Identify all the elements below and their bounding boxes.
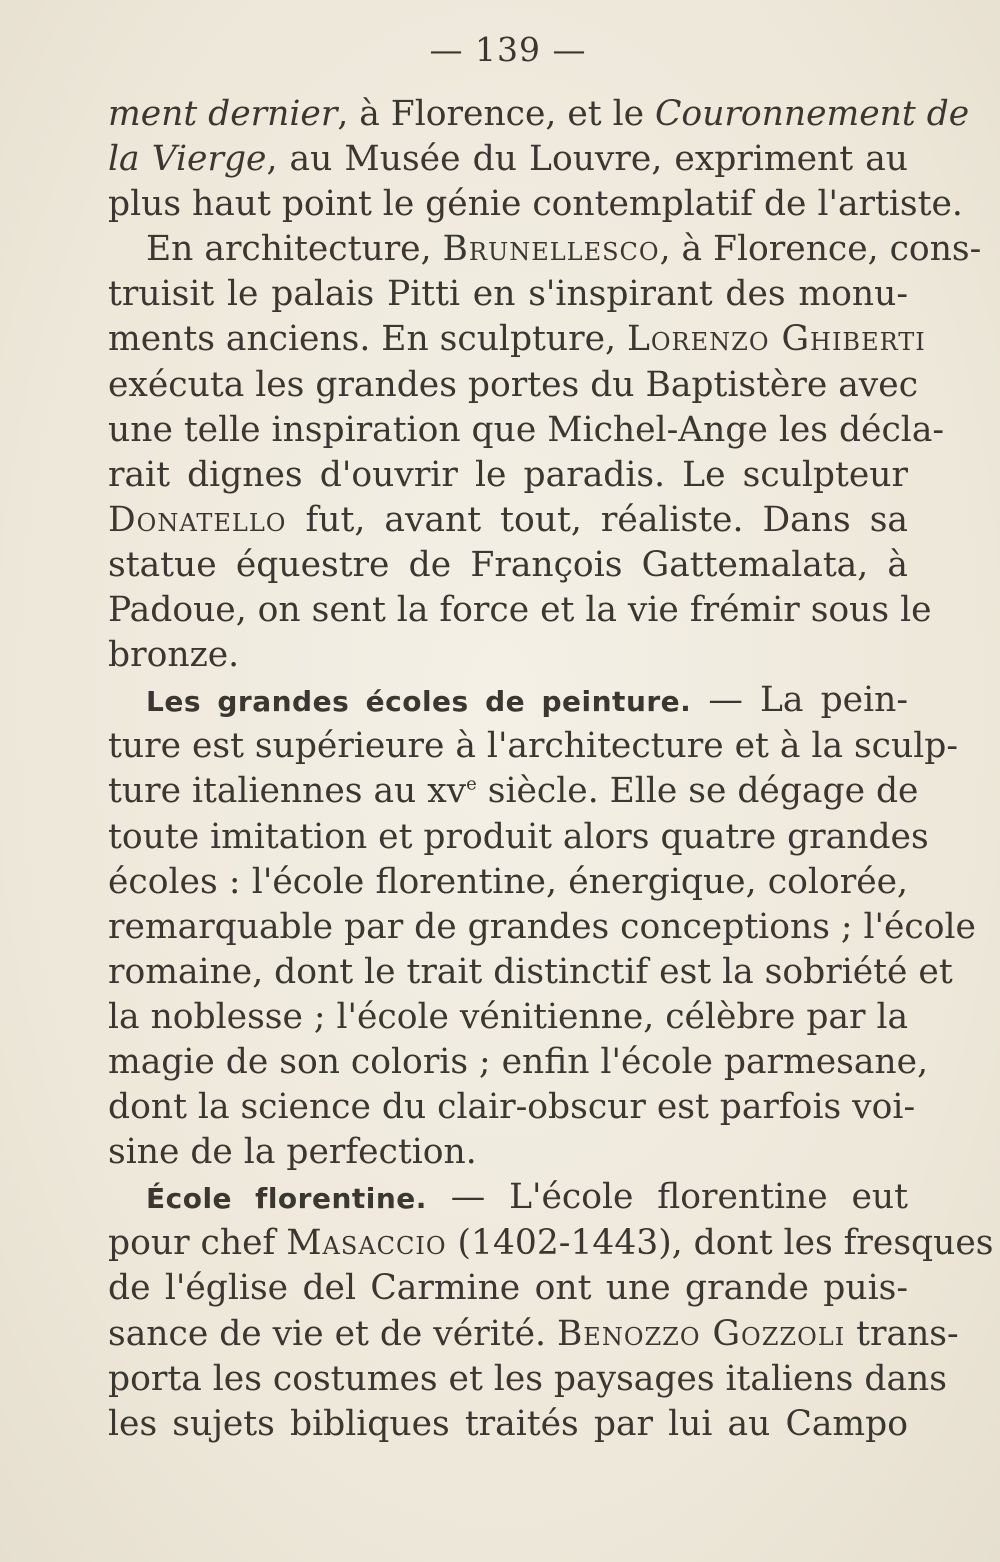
text-line (108, 860, 908, 905)
section-heading: École florentine. (146, 1182, 427, 1216)
person-name: Donatello (108, 499, 287, 540)
text-run: Padoue, on sent la force et la vie frémir sous le (108, 590, 932, 631)
text-line (108, 317, 926, 362)
text-line (108, 498, 908, 543)
person-name: Benozzo Gozzoli (556, 1313, 846, 1354)
text-run: de l'église del Carmine ont une grande puis- (108, 1268, 908, 1309)
text-line (108, 633, 908, 678)
text-line (108, 769, 919, 814)
text-line (108, 1402, 908, 1447)
text-run: exécuta les grandes portes du Baptistère avec (108, 364, 919, 405)
italic-title: ment dernier (108, 94, 338, 134)
text-run: ture italiennes au xv (108, 771, 467, 812)
paragraph-2 (108, 227, 982, 678)
text-line (108, 1312, 959, 1357)
text-run: (1402-1443), dont les fresques (446, 1223, 994, 1264)
paragraph-4 (108, 1175, 994, 1447)
text-run: plus haut point le génie contemplatif de l'artiste. (108, 184, 963, 225)
text-line (108, 905, 976, 950)
text-run: sance de vie et de vérité. (108, 1313, 557, 1354)
text-line (108, 182, 963, 227)
text-line (108, 950, 953, 995)
text-run: , à Florence, et le (337, 94, 656, 134)
text-run: les sujets bibliques traités par lui au Campo (108, 1403, 908, 1444)
text-run: ments anciens. En sculpture, (108, 319, 627, 360)
page-number: — 139 — (429, 30, 587, 69)
text-run: rait dignes d'ouvrir le paradis. Le sculpteur (108, 454, 908, 495)
text-line (108, 1175, 908, 1221)
text-line (108, 453, 908, 498)
text-run: toute imitation et produit alors quatre grandes (108, 816, 929, 857)
italic-title: la Vierge (108, 139, 267, 180)
text-run: romaine, dont le trait distinctif est la sobriété et (108, 951, 953, 992)
text-line (108, 137, 908, 182)
text-run: truisit le palais Pitti en s'inspirant des monu- (108, 274, 908, 315)
text-run: En architecture, (146, 229, 443, 270)
text-run: écoles : l'école florentine, énergique, colorée, (108, 861, 908, 902)
text-line (108, 588, 932, 633)
person-name: Masaccio (286, 1223, 447, 1264)
text-line (108, 1130, 908, 1175)
paragraph-3 (108, 678, 976, 1175)
text-run: une telle inspiration que Michel-Ange les décla- (108, 409, 945, 450)
text-run: — L'école florentine eut (426, 1177, 908, 1218)
superscript: e (466, 773, 477, 795)
text-run: bronze. (108, 635, 240, 676)
text-run: siècle. Elle se dégage de (476, 771, 919, 812)
text-line (108, 363, 919, 408)
text-run: dont la science du clair-obscur est parfois voi- (108, 1087, 916, 1128)
text-run: ture est supérieure à l'architecture et à la sculp- (108, 726, 959, 767)
text-line (108, 1040, 929, 1085)
text-run: — La pein- (691, 680, 908, 721)
text-line (108, 1266, 908, 1311)
text-run: magie de son coloris ; enfin l'école parmesane, (108, 1041, 929, 1082)
person-name: Brunellesco (442, 229, 660, 270)
text-run: , à Florence, cons- (659, 229, 982, 270)
text-line (108, 1357, 947, 1402)
text-line (108, 543, 908, 588)
text-line (108, 724, 959, 769)
text-line (108, 92, 970, 137)
text-run: porta les costumes et les paysages italiens dans (108, 1358, 947, 1399)
text-line (108, 272, 908, 317)
paragraph-1 (108, 92, 970, 227)
text-run: statue équestre de François Gattemalata, à (108, 544, 908, 585)
text-line (108, 815, 929, 860)
person-name: Lorenzo Ghiberti (626, 319, 926, 360)
text-line (108, 1085, 916, 1130)
text-run: remarquable par de grandes conceptions ; l'école (108, 906, 976, 947)
text-run: la noblesse ; l'école vénitienne, célèbre par la (108, 996, 909, 1037)
text-line (108, 678, 908, 724)
text-line (108, 408, 945, 453)
text-line (108, 227, 982, 272)
text-line (108, 1221, 994, 1266)
text-run: , au Musée du Louvre, expriment au (266, 139, 908, 180)
text-line (108, 995, 908, 1040)
text-run: trans- (845, 1313, 959, 1354)
text-run: pour chef (108, 1223, 287, 1264)
text-run: sine de la perfection. (108, 1132, 477, 1173)
italic-title: Couronnement de (655, 94, 970, 134)
section-heading: Les grandes écoles de peinture. (146, 685, 692, 719)
text-run: fut, avant tout, réaliste. Dans sa (286, 499, 908, 540)
